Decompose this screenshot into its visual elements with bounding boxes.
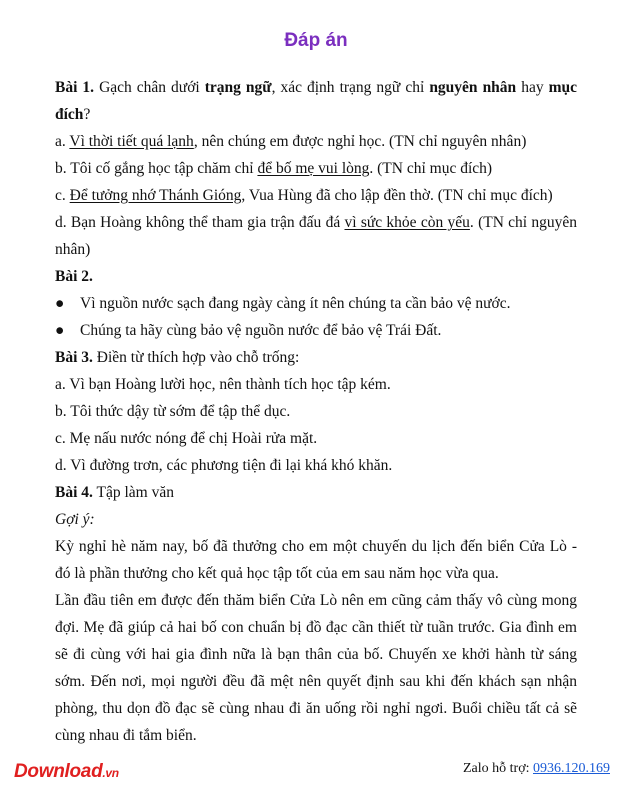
bai2-bullet xyxy=(55,317,577,344)
bai1-answer-a xyxy=(55,128,577,155)
bullet-text: Vì nguồn nước sạch đang ngày càng ít nên chúng ta cần bảo vệ nước. xyxy=(80,295,511,312)
answer-rest: , Vua Hùng đã cho lập đền thờ. (TN chỉ mục đích) xyxy=(241,187,553,204)
bai3-item: c. Mẹ nấu nước nóng để chị Hoài rửa mặt. xyxy=(55,430,318,447)
bai4-heading: Bài 4. xyxy=(55,484,93,501)
answer-content xyxy=(55,74,577,749)
bai1-heading: Bài 1. xyxy=(55,79,95,96)
zalo-support xyxy=(463,761,610,777)
bai1-q-bold-trang-ngu: trạng ngữ xyxy=(204,79,272,96)
bai3-item: b. Tôi thức dậy từ sớm để tập thể dục. xyxy=(55,403,291,420)
underlined-adverbial: để bố mẹ vui lòng xyxy=(257,160,370,177)
answer-prefix: d. Bạn Hoàng không thể tham gia trận đấu đá xyxy=(55,214,341,231)
bullet-icon: ● xyxy=(55,322,65,339)
page-title: Đáp án xyxy=(284,30,348,51)
bai1-question xyxy=(55,74,577,128)
bai1-q-text: Gạch chân dưới xyxy=(99,79,200,96)
underlined-adverbial: Để tưởng nhớ Thánh Gióng xyxy=(69,187,242,204)
bai3-item: a. Vì bạn Hoàng lười học, nên thành tích học tập kém. xyxy=(55,376,391,393)
bullet-icon: ● xyxy=(55,295,65,312)
bai4-question xyxy=(55,479,577,506)
bai4-hint xyxy=(55,506,577,533)
bullet-text: Chúng ta hãy cùng bảo vệ nguồn nước để bảo vệ Trái Đất. xyxy=(80,322,442,339)
underlined-adverbial: vì sức khỏe còn yếu xyxy=(344,214,470,231)
bai1-answer-d xyxy=(55,209,577,263)
logo-suffix: .vn xyxy=(102,766,119,780)
answer-rest: . (TN chỉ mục đích) xyxy=(369,160,493,177)
answer-rest: , nên chúng em được nghỉ học. (TN chỉ nguyên nhân) xyxy=(193,133,527,150)
bai1-q-text: ? xyxy=(83,106,91,123)
bai2-heading: Bài 2. xyxy=(55,268,93,285)
hint-label: Gợi ý: xyxy=(55,511,95,528)
bai1-answer-c xyxy=(55,182,577,209)
essay-paragraph-2: Lần đầu tiên em được đến thăm biển Cửa Lò nên em cũng cảm thấy vô cùng mong đợi. Mẹ đã giúp cả hai bố con chuẩn bị đồ đạc cần thiết từ tuần trước. Gia đình em sẽ đi cùng với hai gia đình nữa là bạn thân của bố. Chuyến xe khởi hành từ sáng sớm. Đến nơi, mọi người đều đã mệt nên quyết định sau khi đến khách sạn nhận phòng, thu dọn đồ đạc sẽ cùng nhau đi ăn uống rồi nghỉ ngơi. Buổi chiều tất cả sẽ cùng nhau đi tắm biển. xyxy=(55,592,577,744)
answer-prefix: c. xyxy=(55,187,66,204)
answer-rest: . (TN chỉ nguyên nhân) xyxy=(55,214,578,258)
bai1-q-text: hay xyxy=(521,79,544,96)
essay-paragraph-1: Kỳ nghỉ hè năm nay, bố đã thưởng cho em một chuyến du lịch đến biển Cửa Lò - đó là phần thưởng cho kết quả học tập tốt của em sau năm học vừa qua. xyxy=(55,538,577,582)
bai1-q-bold-muc-dich: mục đích xyxy=(55,79,578,123)
zalo-label: Zalo hỗ trợ: xyxy=(463,761,530,776)
answer-prefix: a. xyxy=(55,133,66,150)
bai2-heading-line xyxy=(55,263,577,290)
bai1-q-bold-nguyen-nhan: nguyên nhân xyxy=(429,79,517,96)
bai2-bullet xyxy=(55,290,577,317)
logo-main: Download xyxy=(14,761,103,782)
underlined-adverbial: Vì thời tiết quá lạnh xyxy=(69,133,194,150)
zalo-phone-link[interactable]: 0936.120.169 xyxy=(533,761,610,776)
bai3-prompt: Điền từ thích hợp vào chỗ trống: xyxy=(96,349,300,366)
bai3-item: d. Vì đường trơn, các phương tiện đi lại khá khó khăn. xyxy=(55,457,393,474)
bai1-answer-b xyxy=(55,155,577,182)
answer-prefix: b. Tôi cố gắng học tập chăm chỉ xyxy=(55,160,254,177)
download-logo[interactable] xyxy=(14,761,119,783)
bai3-question xyxy=(55,344,577,371)
bai1-q-text: , xác định trạng ngữ chỉ xyxy=(271,79,425,96)
bai4-prompt: Tập làm văn xyxy=(96,484,174,501)
bai3-heading: Bài 3. xyxy=(55,349,93,366)
